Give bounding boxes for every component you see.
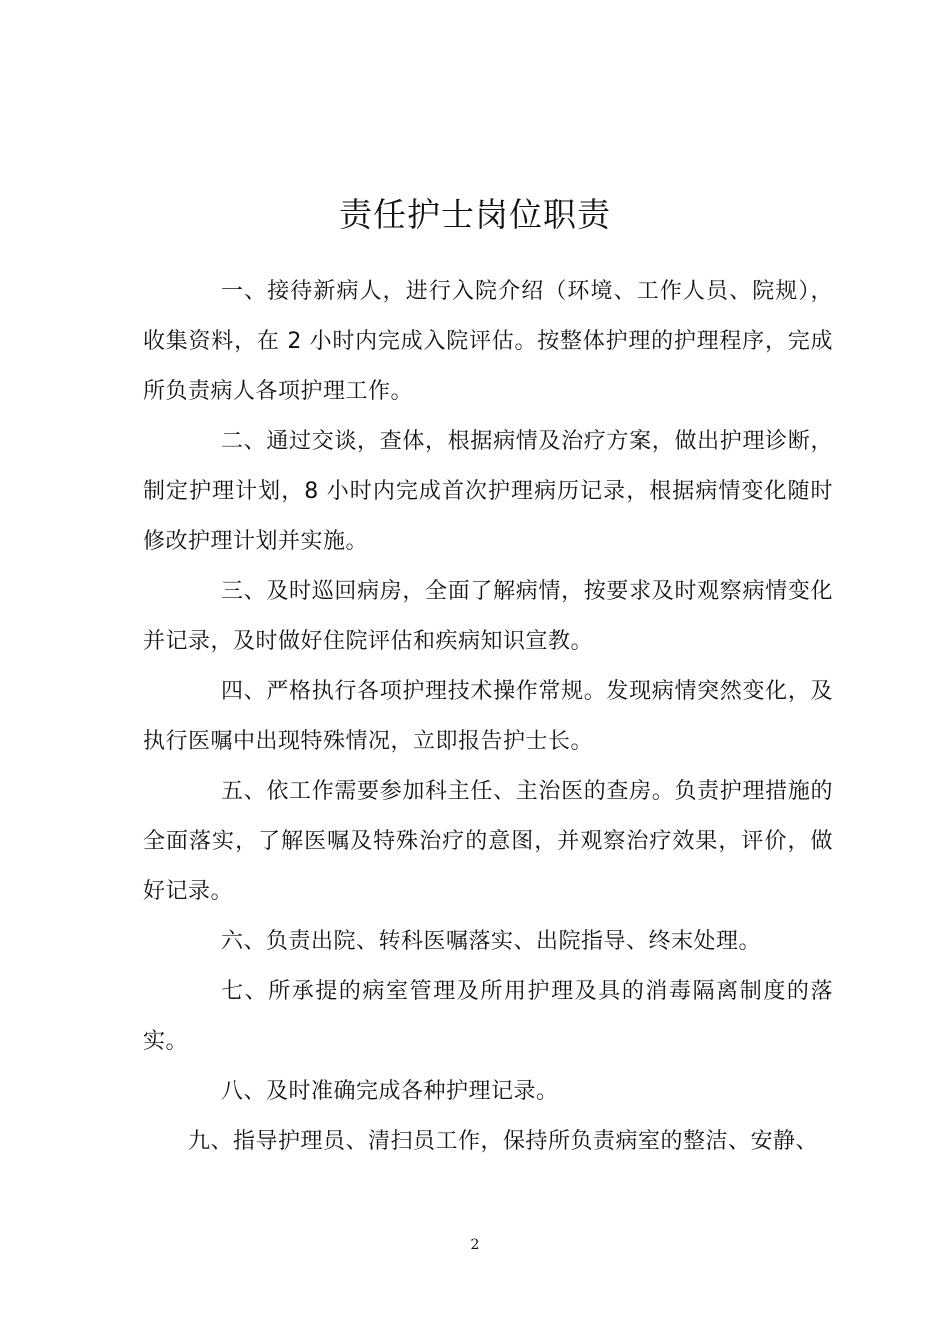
paragraph-4: 四、严格执行各项护理技术操作常规。发现病情突然变化，及执行医嘱中出现特殊情况，立即报告护士长。 [143, 679, 833, 754]
paragraph-7: 七、所承提的病室管理及所用护理及具的消毒隔离制度的落实。 [143, 979, 833, 1054]
page-title: 责任护士岗位职责 [339, 195, 611, 234]
paragraph-3: 三、及时巡回病房，全面了解病情，按要求及时观察病情变化并记录，及时做好住院评估和疾病知识宣教。 [143, 579, 833, 654]
paragraph-9: 九、指导护理员、清扫员工作，保持所负责病室的整洁、安静、 [188, 1129, 819, 1154]
page-number: 2 [470, 1237, 480, 1253]
paragraph-1: 一、接待新病人，进行入院介绍（环境、工作人员、院规），收集资料，在 2 小时内完成入院评估。按整体护理的护理程序，完成所负责病人各项护理工作。 [143, 279, 833, 404]
paragraph-8: 八、及时准确完成各种护理记录。 [221, 1079, 559, 1104]
document-body [143, 267, 833, 1167]
paragraph-6: 六、负责出院、转科医嘱落实、出院指导、终末处理。 [221, 929, 762, 954]
paragraph-5: 五、依工作需要参加科主任、主治医的查房。负责护理措施的全面落实，了解医嘱及特殊治疗的意图，并观察治疗效果，评价，做好记录。 [143, 779, 833, 904]
paragraph-2: 二、通过交谈，查体，根据病情及治疗方案，做出护理诊断，制定护理计划，8 小时内完成首次护理病历记录，根据病情变化随时修改护理计划并实施。 [143, 429, 833, 554]
